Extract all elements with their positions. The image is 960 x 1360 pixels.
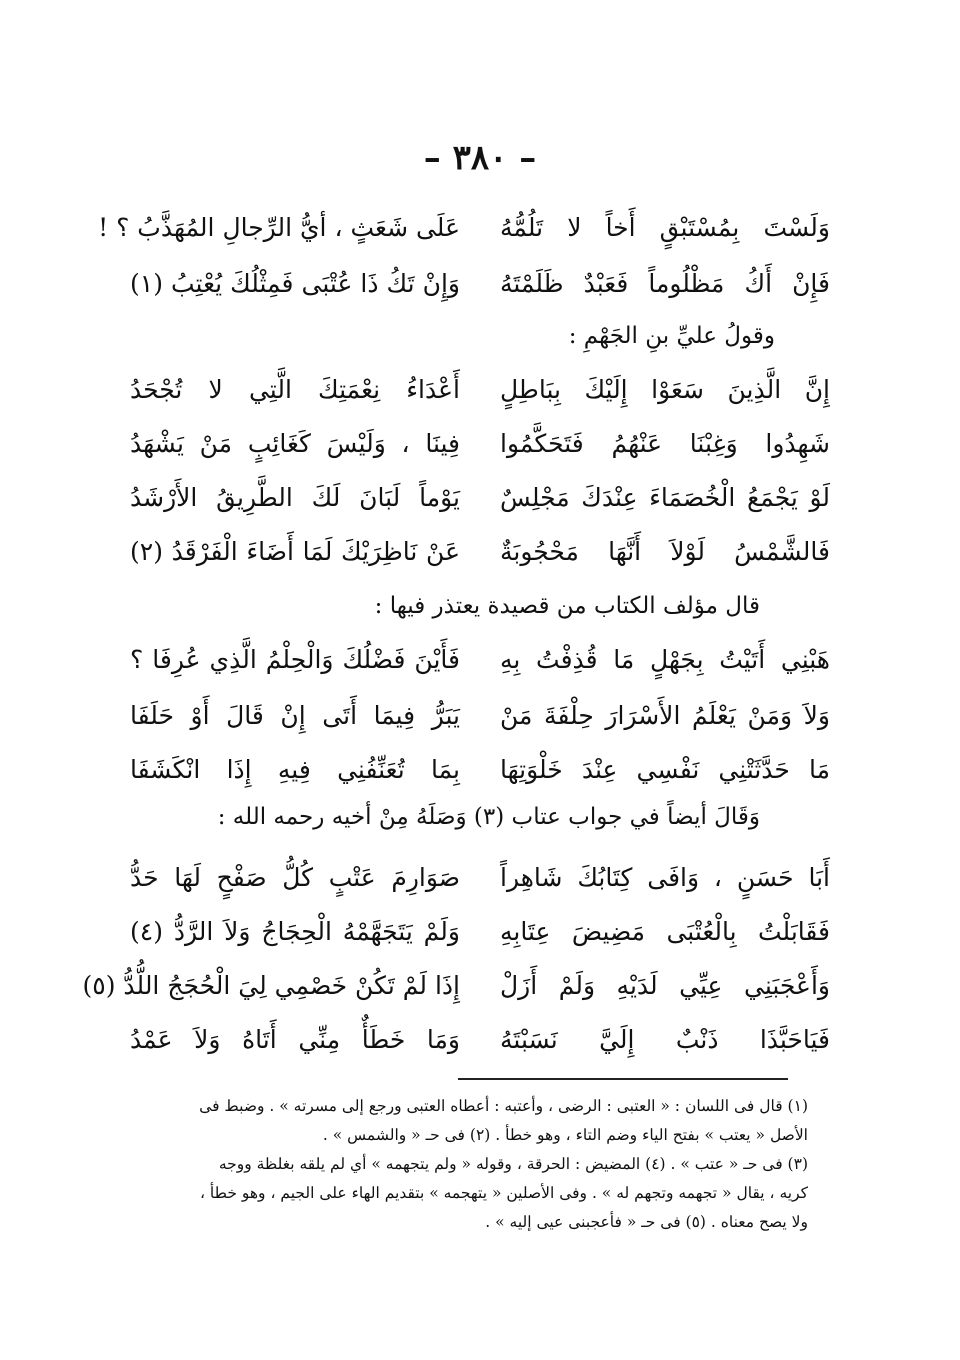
verse-first-hemistich: مَا حَدَّثَتْنِي نَفْسِي عِنْدَ خَلْوَتِهَا: [500, 755, 830, 784]
footnote-line: (١) قال فى اللسان : « العتبى : الرضى ، وأعتبه : أعطاه العتبى ورجع إلى مسرته » . وضبط فى: [199, 1097, 808, 1115]
verse-line: [130, 470, 830, 526]
verse-first-hemistich: إِنَّ الَّذِينَ سَعَوْا إِلَيْكَ بِبَاطِلٍ: [500, 375, 830, 404]
verse-second-hemistich: فَأَيْنَ فَضْلُكَ وَالْحِلْمُ الَّذِي عُرِفَا ؟: [130, 645, 460, 674]
page-number: – ٣٨٠ –: [423, 138, 537, 178]
verse-second-hemistich: إِذَا لَمْ تَكُنْ خَصْمِي لِيَ الْحُجَجُ اللُّدُّ (٥): [82, 971, 460, 1000]
verse-second-hemistich: عَنْ نَاظِرَيْكَ لَمَا أَضَاءَ الْفَرْقَدُ (٢): [130, 537, 460, 566]
verse-second-hemistich: بِمَا تُعَنِّفُنِي فِيهِ إِذَا انْكَشَفَا: [130, 755, 460, 784]
verse-line: [82, 958, 830, 1014]
verse-line: [130, 850, 830, 906]
verse-first-hemistich: شَهِدُوا وَغِبْنَا عَنْهُمُ فَتَحَكَّمُوا: [500, 429, 830, 458]
verse-first-hemistich: فَإِنْ أَكُ مَظْلُوماً فَعَبْدٌ ظَلَمْتَهُ: [500, 269, 830, 298]
footnote-line: كريه ، يقال « تجهمه وتجهم له » . وفى الأصلين « يتهجمه » بتقديم الهاء على الجيم ، وهو خطأ ،: [200, 1184, 808, 1202]
verse-first-hemistich: وَأَعْجَبَنِي عِيِّي لَدَيْهِ وَلَمْ أَزَلْ: [500, 971, 830, 1000]
verse-line: [130, 688, 830, 744]
verse-second-hemistich: أَعْدَاءُ نِعْمَتِكَ الَّتِي لا تُجْحَدُ: [130, 375, 460, 404]
verse-first-hemistich: فَقَابَلْتُ بِالْعُتْبَى مَضِيضَ عِتَابِهِ: [500, 917, 830, 946]
verse-second-hemistich: صَوَارِمَ عَتْبٍ كُلُّ صَفْحٍ لَهَا حَدُّ: [130, 863, 460, 892]
verse-first-hemistich: هَبْنِي أَتَيْتُ بِجَهْلٍ مَا قُذِفْتُ بِهِ: [500, 645, 830, 674]
verse-line: [130, 362, 830, 418]
footnote-line: (٣) فى حـ « عتب » . (٤) المضيض : الحرقة ، وقوله « ولم يتجهمه » أي لم يلقه بغلظة ووجه: [218, 1155, 808, 1173]
verse-first-hemistich: فَالشَّمْسُ لَوْلاَ أَنَّهَا مَحْجُوبَةٌ: [500, 537, 830, 566]
verse-second-hemistich: فِينَا ، وَلَيْسَ كَغَائِبٍ مَنْ يَشْهَدُ: [130, 429, 460, 458]
verse-line: [130, 416, 830, 472]
footnote-line: ولا يصح معناه . (٥) فى حـ « فأعجبنى عيى إليه » .: [485, 1213, 808, 1231]
verse-line: [130, 1012, 830, 1068]
section-intro: وقولُ عليِّ بنِ الجَهْمِ :: [568, 323, 775, 349]
section-intro: قال مؤلف الكتاب من قصيدة يعتذر فيها :: [374, 593, 760, 619]
verse-line: [130, 632, 830, 688]
footnote-separator: [458, 1078, 788, 1080]
verse-second-hemistich: عَلَى شَعَثٍ ، أيُّ الرِّجالِ المُهَذَّبُ ؟ !: [98, 213, 460, 242]
verse-line: [130, 256, 830, 312]
footnotes: [118, 1092, 808, 1237]
section-intro: وَقَالَ أيضاً في جواب عتاب (٣) وَصَلَهُ مِنْ أخيه رحمه الله :: [217, 804, 760, 830]
verse-first-hemistich: وَلَسْتَ بِمُسْتَبْقٍ أَخاً لا تَلُمُّهُ: [500, 213, 830, 242]
verse-second-hemistich: يَبَرُّ فِيمَا أَتَى إِنْ قَالَ أَوْ حَلَفَا: [130, 701, 460, 730]
verse-first-hemistich: وَلاَ وَمَنْ يَعْلَمُ الأَسْرَارَ حِلْفَةَ مَنْ: [500, 701, 830, 730]
verse-line: [98, 200, 830, 256]
verse-first-hemistich: فَيَاحَبَّذَا ذَنْبٌ إِلَيَّ نَسَبْتَهُ: [500, 1025, 830, 1054]
verse-line: [130, 742, 830, 798]
verse-second-hemistich: وَلَمْ يَتَجَهَّمْهُ الْحِجَاجُ وَلاَ الرَّدُّ (٤): [130, 917, 460, 946]
verse-second-hemistich: وَإِنْ تَكُ ذَا عُتْبَى فَمِثْلُكَ يُعْتِبُ (١): [130, 269, 460, 298]
verse-first-hemistich: أَبَا حَسَنٍ ، وَافَى كِتَابُكَ شَاهِراً: [500, 863, 830, 892]
verse-second-hemistich: يَوْماً لَبَانَ لَكَ الطَّرِيقُ الأَرْشَدُ: [130, 483, 460, 512]
footnote-line: الأصل « يعتب » بفتح الياء وضم التاء ، وهو خطأ . (٢) فى حـ « والشمس » .: [322, 1126, 808, 1144]
verse-first-hemistich: لَوْ يَجْمَعُ الْخُصَمَاءَ عِنْدَكَ مَجْلِسٌ: [500, 483, 830, 512]
verse-second-hemistich: وَمَا خَطَأٌ مِنِّي أَتَاهُ وَلاَ عَمْدُ: [130, 1025, 460, 1054]
verse-line: [130, 524, 830, 580]
verse-line: [130, 904, 830, 960]
